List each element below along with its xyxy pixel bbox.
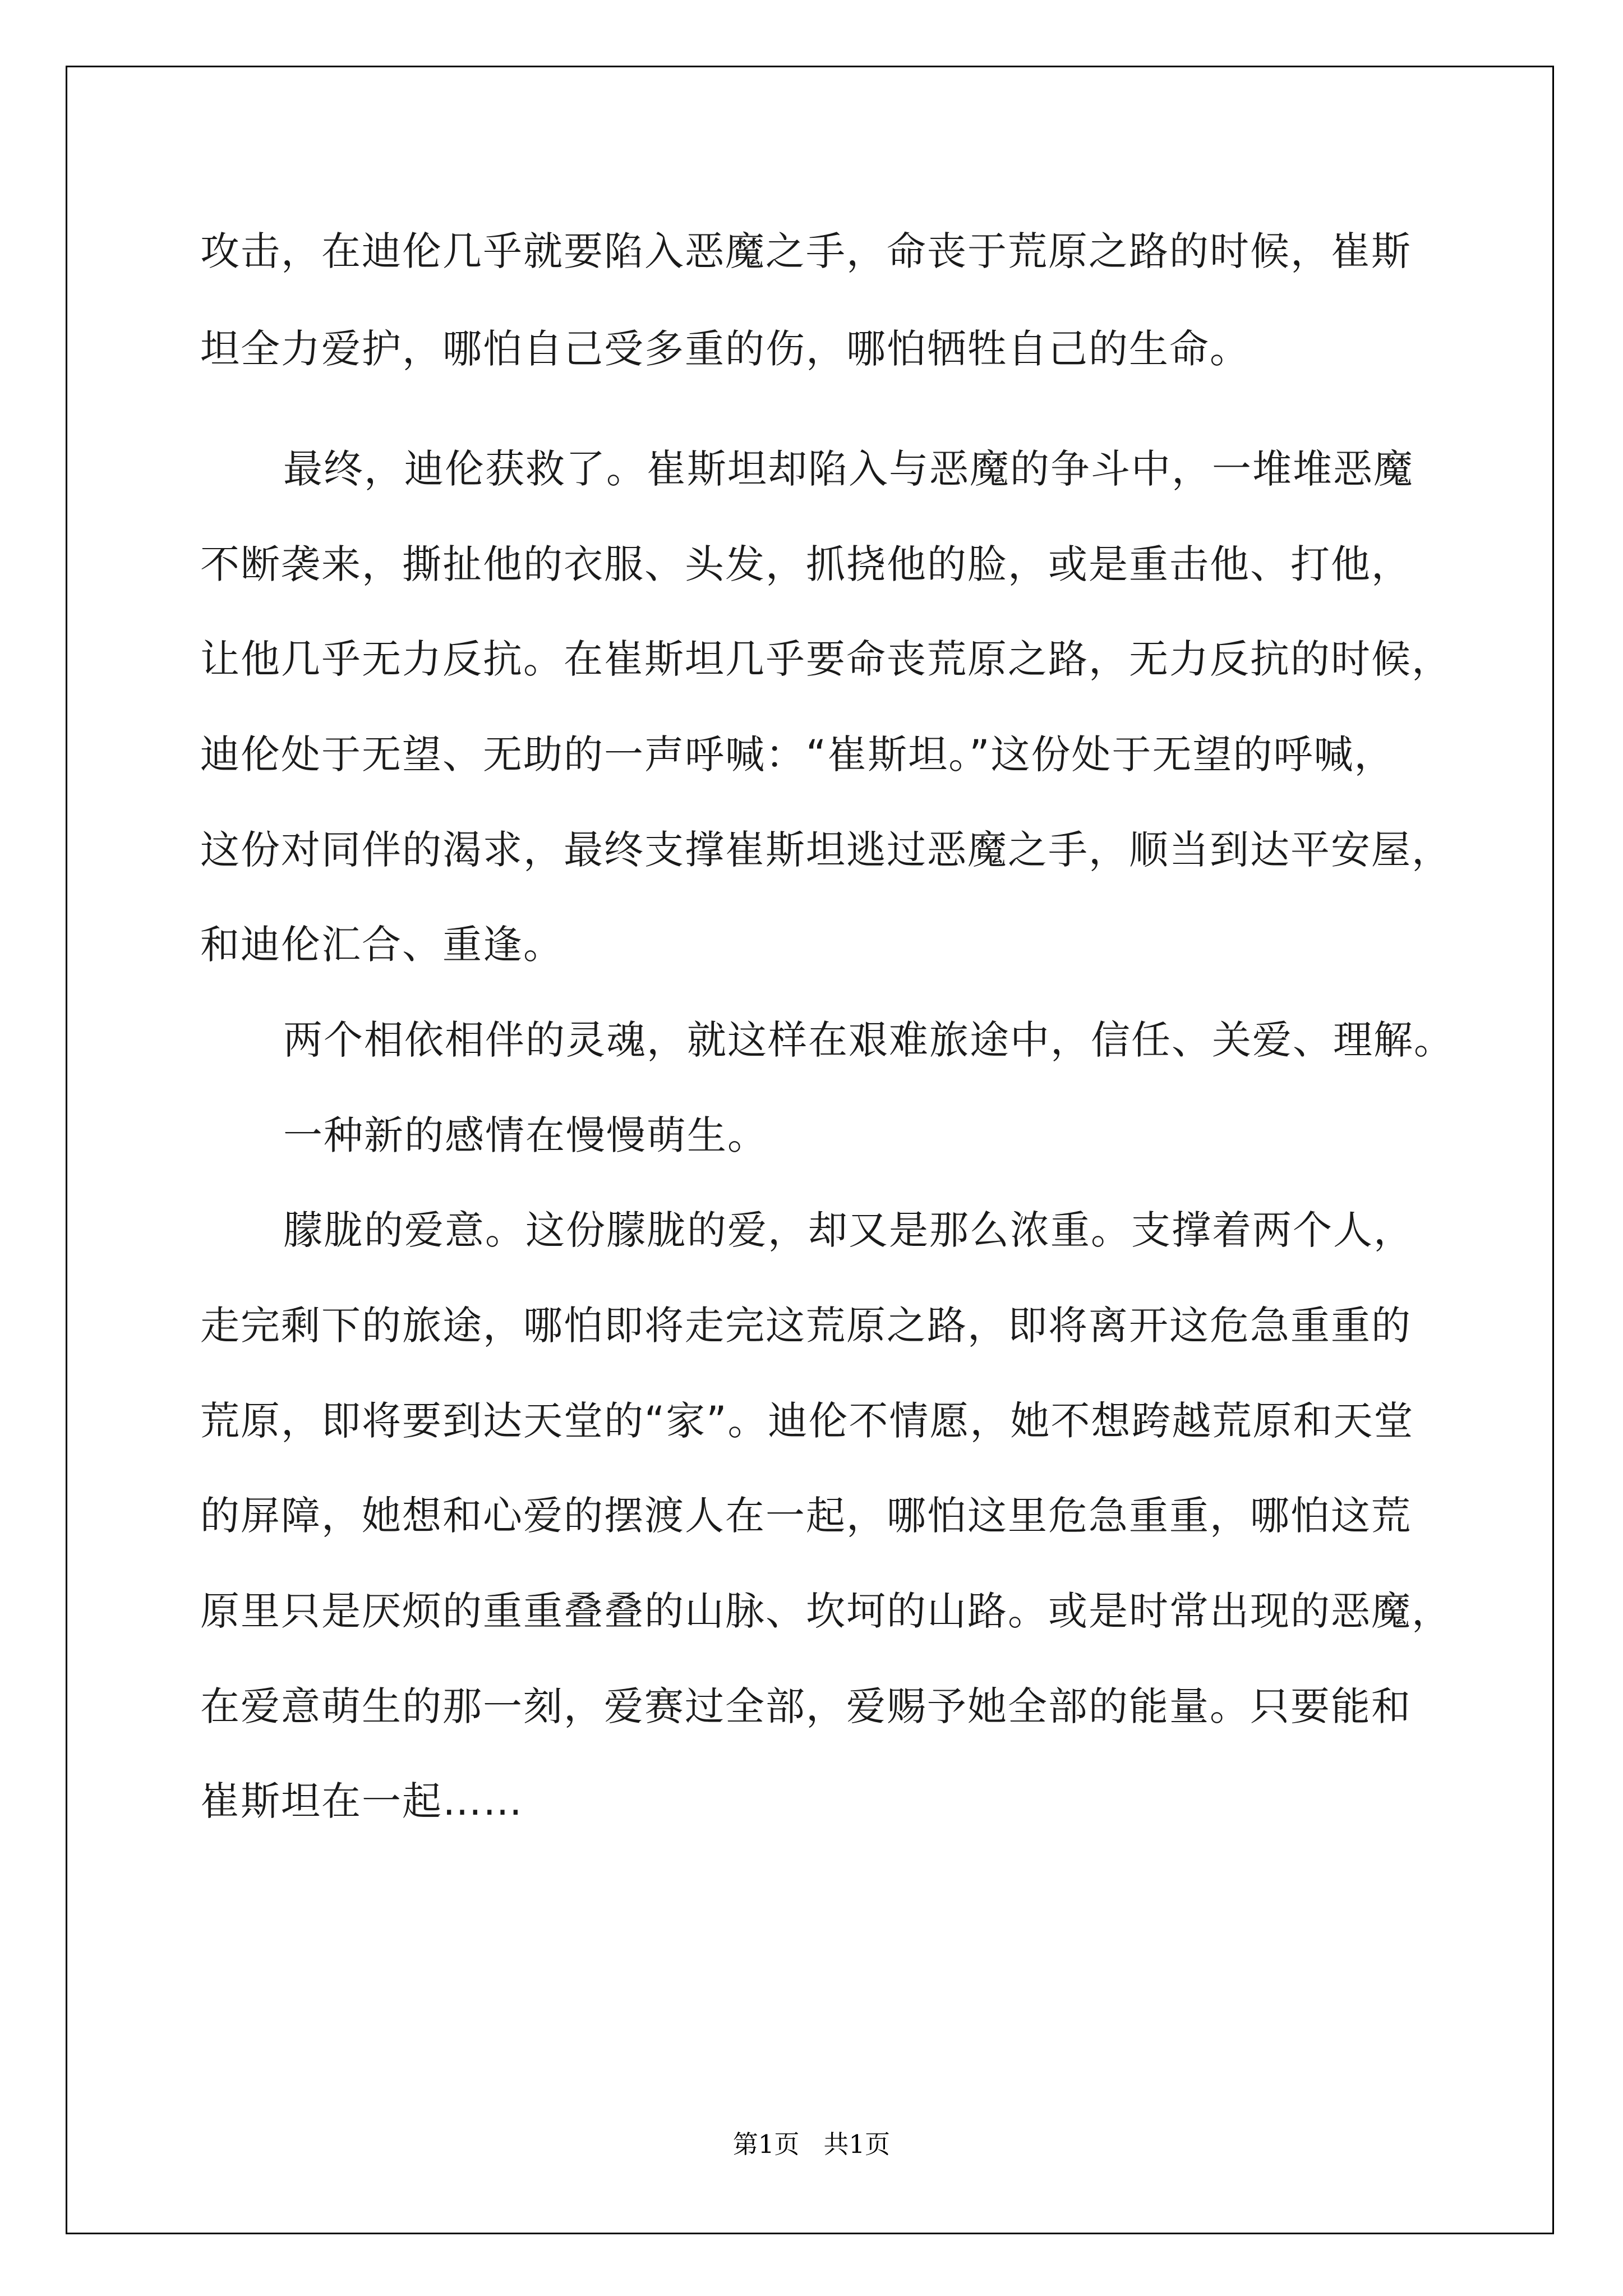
text-line-12: 走完剩下的旅途，哪怕即将走完这荒原之路，即将离开这危急重重的 [200,1303,1412,1349]
text-line-17: 崔斯坦在一起…… [200,1778,523,1824]
text-line-16: 在爱意萌生的那一刻，爱赛过全部，爱赐予她全部的能量。只要能和 [200,1683,1412,1729]
text-line-10: 一种新的感情在慢慢萌生。 [283,1112,768,1158]
text-line-5: 让他几乎无力反抗。在崔斯坦几乎要命丧荒原之路，无力反抗的时候， [200,636,1452,682]
text-line-7: 这份对同伴的渴求，最终支撑崔斯坦逃过恶魔之手，顺当到达平安屋， [200,827,1452,873]
text-line-11: 朦胧的爱意。这份朦胧的爱，却又是那么浓重。支撑着两个人， [283,1207,1414,1253]
text-line-14: 的屏障，她想和心爱的摆渡人在一起，哪怕这里危急重重，哪怕这荒 [200,1493,1412,1539]
text-line-4: 不断袭来，撕扯他的衣服、头发，抓挠他的脸，或是重击他、打他， [200,541,1412,587]
text-line-15: 原里只是厌烦的重重叠叠的山脉、坎坷的山路。或是时常出现的恶魔， [200,1588,1452,1634]
text-line-3: 最终，迪伦获救了。崔斯坦却陷入与恶魔的争斗中，一堆堆恶魔 [283,446,1414,492]
text-line-9: 两个相依相伴的灵魂，就这样在艰难旅途中，信任、关爱、理解。 [283,1017,1454,1063]
text-line-6: 迪伦处于无望、无助的一声呼喊：“崔斯坦。”这份处于无望的呼喊， [200,731,1395,777]
text-line-8: 和迪伦汇合、重逢。 [200,922,564,968]
text-line-1: 攻击，在迪伦几乎就要陷入恶魔之手，命丧于荒原之路的时候，崔斯 [200,228,1412,274]
page-number-footer: 第1页 共1页 [732,2129,891,2159]
text-line-2: 坦全力爱护，哪怕自己受多重的伤，哪怕牺牲自己的生命。 [200,326,1250,372]
text-line-13: 荒原，即将要到达天堂的“家”。迪伦不情愿，她不想跨越荒原和天堂 [200,1398,1414,1444]
